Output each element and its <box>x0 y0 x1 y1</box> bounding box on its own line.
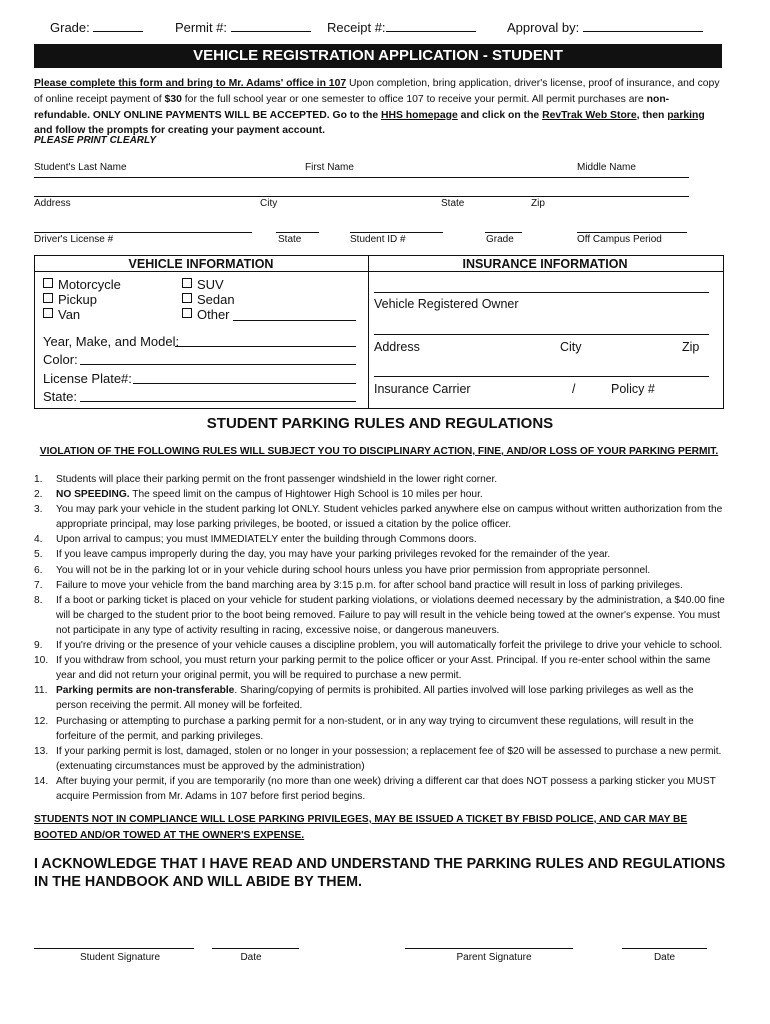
rule-text: . Sharing/copying of permits is prohibited. All parties involved will lose parking privileges as well as the person receiving the permit. All money will be forfeited. <box>56 685 694 712</box>
rule-number: 10. <box>34 655 49 667</box>
sedan-checkbox[interactable]: Sedan <box>182 292 235 307</box>
rule-text: If you leave campus improperly during the day, you may have your parking privileges revoked for the remainder of the year. <box>56 549 611 561</box>
van-checkbox[interactable]: Van <box>43 307 80 322</box>
color-line[interactable] <box>80 364 356 365</box>
rule-number: 4. <box>34 534 43 546</box>
rule-text: If you're driving or the presence of your vehicle causes a discipline problem, you will automatically forfeit the privilege to drive your vehicle to school. <box>56 640 723 652</box>
suv-checkbox[interactable]: SUV <box>182 277 224 292</box>
rule-item <box>34 563 726 578</box>
rule-text: If your parking permit is lost, damaged, stolen or no longer in your possession; a replacement fee of $20 will be assessed to purchase a new permit. (extenuating circumstances must be approved by the administration) <box>56 745 722 772</box>
rule-text: You will not be in the parking lot or in your vehicle during school hours unless you have prior permission from appropriate personnel. <box>56 564 651 576</box>
rule-item <box>34 653 726 683</box>
off-campus-label: Off Campus Period <box>577 234 662 245</box>
rule-item <box>34 638 726 653</box>
rule-number: 12. <box>34 715 49 727</box>
rule-item <box>34 472 726 487</box>
rule-text: Upon arrival to campus; you must IMMEDIATELY enter the building through Commons doors. <box>56 534 477 546</box>
rule-emphasis: Parking permits are non-transferable <box>56 685 235 697</box>
checkbox-icon <box>182 293 192 303</box>
student-id-label: Student ID # <box>350 234 406 245</box>
rule-item <box>34 683 726 713</box>
grade-label: Grade <box>486 234 514 245</box>
color-label: Color: <box>43 352 78 367</box>
receipt-field[interactable]: Receipt #: <box>327 20 476 35</box>
parking-link[interactable]: parking <box>667 109 705 121</box>
acknowledgement: I ACKNOWLEDGE THAT I HAVE READ AND UNDERSTAND THE PARKING RULES AND REGULATIONS IN THE HANDBOOK AND WILL ABIDE BY THEM. <box>34 856 726 890</box>
rule-number: 5. <box>34 549 43 561</box>
rule-item <box>34 593 726 638</box>
ins-address-line[interactable] <box>374 334 709 335</box>
rule-text: Students will place their parking permit on the front passenger windshield in the lower right corner. <box>56 474 498 485</box>
rule-text: The speed limit on the campus of Hightower High School is 10 miles per hour. <box>129 489 483 501</box>
carrier-line[interactable] <box>374 376 709 377</box>
off-campus-line[interactable] <box>577 232 687 233</box>
carrier-slash: / <box>572 382 576 396</box>
ins-city-label: City <box>560 340 582 354</box>
rule-text: If a boot or parking ticket is placed on your vehicle for student parking violations, or violations deemed necessary by the administration, a $40.00 fine will be charged to the student prior to the boot being removed. Failure to pay will result in the vehicle being towed at the owner's expense. You must not participate in any type of activity resulting in racing, excessive noise, or dangerous maneuvers. <box>56 594 725 636</box>
checkbox-icon <box>43 293 53 303</box>
intro-paragraph: Please complete this form and bring to Mr. Adams' office in 107 Upon completion, bring application, driver's license, proof of insurance, and copy of online receipt payment of $30 for the full school year or one semester to office 107 to receive your permit. All permit purchases are non-refundable. ONLY ONLINE PAYMENTS WILL BE ACCEPTED. Go to the HHS homepage and click on the RevTrak Web Store, then parking and follow the prompts for creating your payment account. <box>34 78 720 137</box>
vehicle-state-label: State: <box>43 389 77 404</box>
insurance-carrier-label: Insurance Carrier <box>374 382 471 396</box>
rule-text: After buying your permit, if you are temporarily (no more than one week) driving a different car that does NOT possess a parking sticker you MUST acquire Permission from Mr. Adams in 107 before first period begins. <box>56 775 716 802</box>
revtrak-link[interactable]: RevTrak Web Store <box>542 109 637 121</box>
rule-number: 3. <box>34 504 43 516</box>
compliance-warning: STUDENTS NOT IN COMPLIANCE WILL LOSE PARKING PRIVILEGES, MAY BE ISSUED A TICKET BY FBISD POLICE, AND CAR MAY BE BOOTED AND/OR TOWED AT THE OWNER'S EXPENSE. <box>34 814 688 841</box>
other-checkbox[interactable]: Other <box>182 307 230 322</box>
rule-number: 6. <box>34 564 43 576</box>
date1-label: Date <box>240 952 262 963</box>
print-clearly-note: PLEASE PRINT CLEARLY <box>34 135 157 146</box>
rule-text: You may park your vehicle in the student parking lot ONLY. Student vehicles parked anywhere else on campus without written authorization from the appropriate principal, may lose parking privileges, be booted, or issued a citation by the police officer. <box>56 504 723 531</box>
rule-item <box>34 487 726 502</box>
zip-label: Zip <box>531 198 545 209</box>
rule-item <box>34 714 726 744</box>
rule-item <box>34 547 726 562</box>
state2-line[interactable] <box>276 232 319 233</box>
ins-zip-label: Zip <box>682 340 700 354</box>
owner-line[interactable] <box>374 292 709 293</box>
ins-address-label: Address <box>374 340 420 354</box>
rule-number: 11. <box>34 685 48 697</box>
rule-item <box>34 744 726 774</box>
rule-item <box>34 502 726 532</box>
name-line[interactable] <box>34 177 689 178</box>
registered-owner-label: Vehicle Registered Owner <box>374 297 519 311</box>
parent-signature-label: Parent Signature <box>456 952 532 963</box>
year-make-model-label: Year, Make, and Model: <box>43 334 180 349</box>
pickup-checkbox[interactable]: Pickup <box>43 292 97 307</box>
rule-number: 8. <box>34 594 43 606</box>
checkbox-icon <box>182 278 192 288</box>
form-title: VEHICLE REGISTRATION APPLICATION - STUDENT <box>34 44 722 68</box>
rules-list <box>34 472 726 804</box>
year-make-model-line[interactable] <box>175 346 356 347</box>
date2-line[interactable] <box>622 948 707 949</box>
student-signature-label: Student Signature <box>79 952 161 963</box>
license-plate-label: License Plate#: <box>43 371 132 386</box>
student-signature-line[interactable] <box>34 948 194 949</box>
violation-warning: VIOLATION OF THE FOLLOWING RULES WILL SUBJECT YOU TO DISCIPLINARY ACTION, FINE, AND/OR LOSS OF YOUR PARKING PERMIT. <box>39 446 719 457</box>
motorcycle-checkbox[interactable]: Motorcycle <box>43 277 121 292</box>
grade-line[interactable] <box>485 232 522 233</box>
box-column-divider <box>368 255 369 409</box>
rule-item <box>34 532 726 547</box>
box-header-divider <box>34 271 724 272</box>
address-label: Address <box>34 198 71 209</box>
approval-field[interactable]: Approval by: <box>507 20 703 35</box>
rule-text: If you withdraw from school, you must return your parking permit to the police officer or your Asst. Principal. If you re-enter school within the same year and did not return your original permit, you will be required to purchase a new permit. <box>56 655 711 682</box>
rule-number: 1. <box>34 474 43 485</box>
rule-emphasis: NO SPEEDING. <box>56 489 130 501</box>
rule-number: 14. <box>34 775 49 787</box>
rule-number: 9. <box>34 640 43 652</box>
rule-number: 13. <box>34 745 49 757</box>
first-name-label: First Name <box>305 162 354 173</box>
rule-text: Failure to move your vehicle from the band marching area by 3:15 p.m. for after school band practice will result in loss of parking privileges. <box>56 579 683 591</box>
policy-label: Policy # <box>611 382 655 396</box>
other-line[interactable] <box>233 320 356 321</box>
middle-name-label: Middle Name <box>577 162 636 173</box>
drivers-license-label: Driver's License # <box>34 234 114 245</box>
date2-label: Date <box>653 952 676 963</box>
checkbox-icon <box>43 308 53 318</box>
address-line[interactable] <box>34 196 689 197</box>
student-id-line[interactable] <box>350 232 443 233</box>
rule-number: 2. <box>34 489 43 501</box>
license-line[interactable] <box>34 232 252 233</box>
state2-label: State <box>278 234 302 245</box>
checkbox-icon <box>182 308 192 318</box>
date1-line[interactable] <box>212 948 299 949</box>
parent-signature-line[interactable] <box>405 948 573 949</box>
vehicle-info-title: VEHICLE INFORMATION <box>128 257 274 271</box>
rule-item <box>34 774 726 804</box>
vehicle-state-line[interactable] <box>80 401 356 402</box>
permit-field[interactable]: Permit #: <box>175 20 311 35</box>
rule-text: Purchasing or attempting to purchase a parking permit for a non-student, or in any way trying to circumvent these regulations, will result in the forfeiture of the permit, and parking privileges. <box>56 715 694 742</box>
checkbox-icon <box>43 278 53 288</box>
rule-item <box>34 578 726 593</box>
rule-number: 7. <box>34 579 43 591</box>
insurance-info-title: INSURANCE INFORMATION <box>462 257 628 271</box>
state-label: State <box>441 198 465 209</box>
last-name-label: Student's Last Name <box>34 162 127 173</box>
hhs-link[interactable]: HHS homepage <box>380 109 458 121</box>
grade-field[interactable]: Grade: <box>50 20 143 35</box>
rules-title: STUDENT PARKING RULES AND REGULATIONS <box>206 415 554 432</box>
city-label: City <box>260 198 278 209</box>
license-plate-line[interactable] <box>133 383 356 384</box>
